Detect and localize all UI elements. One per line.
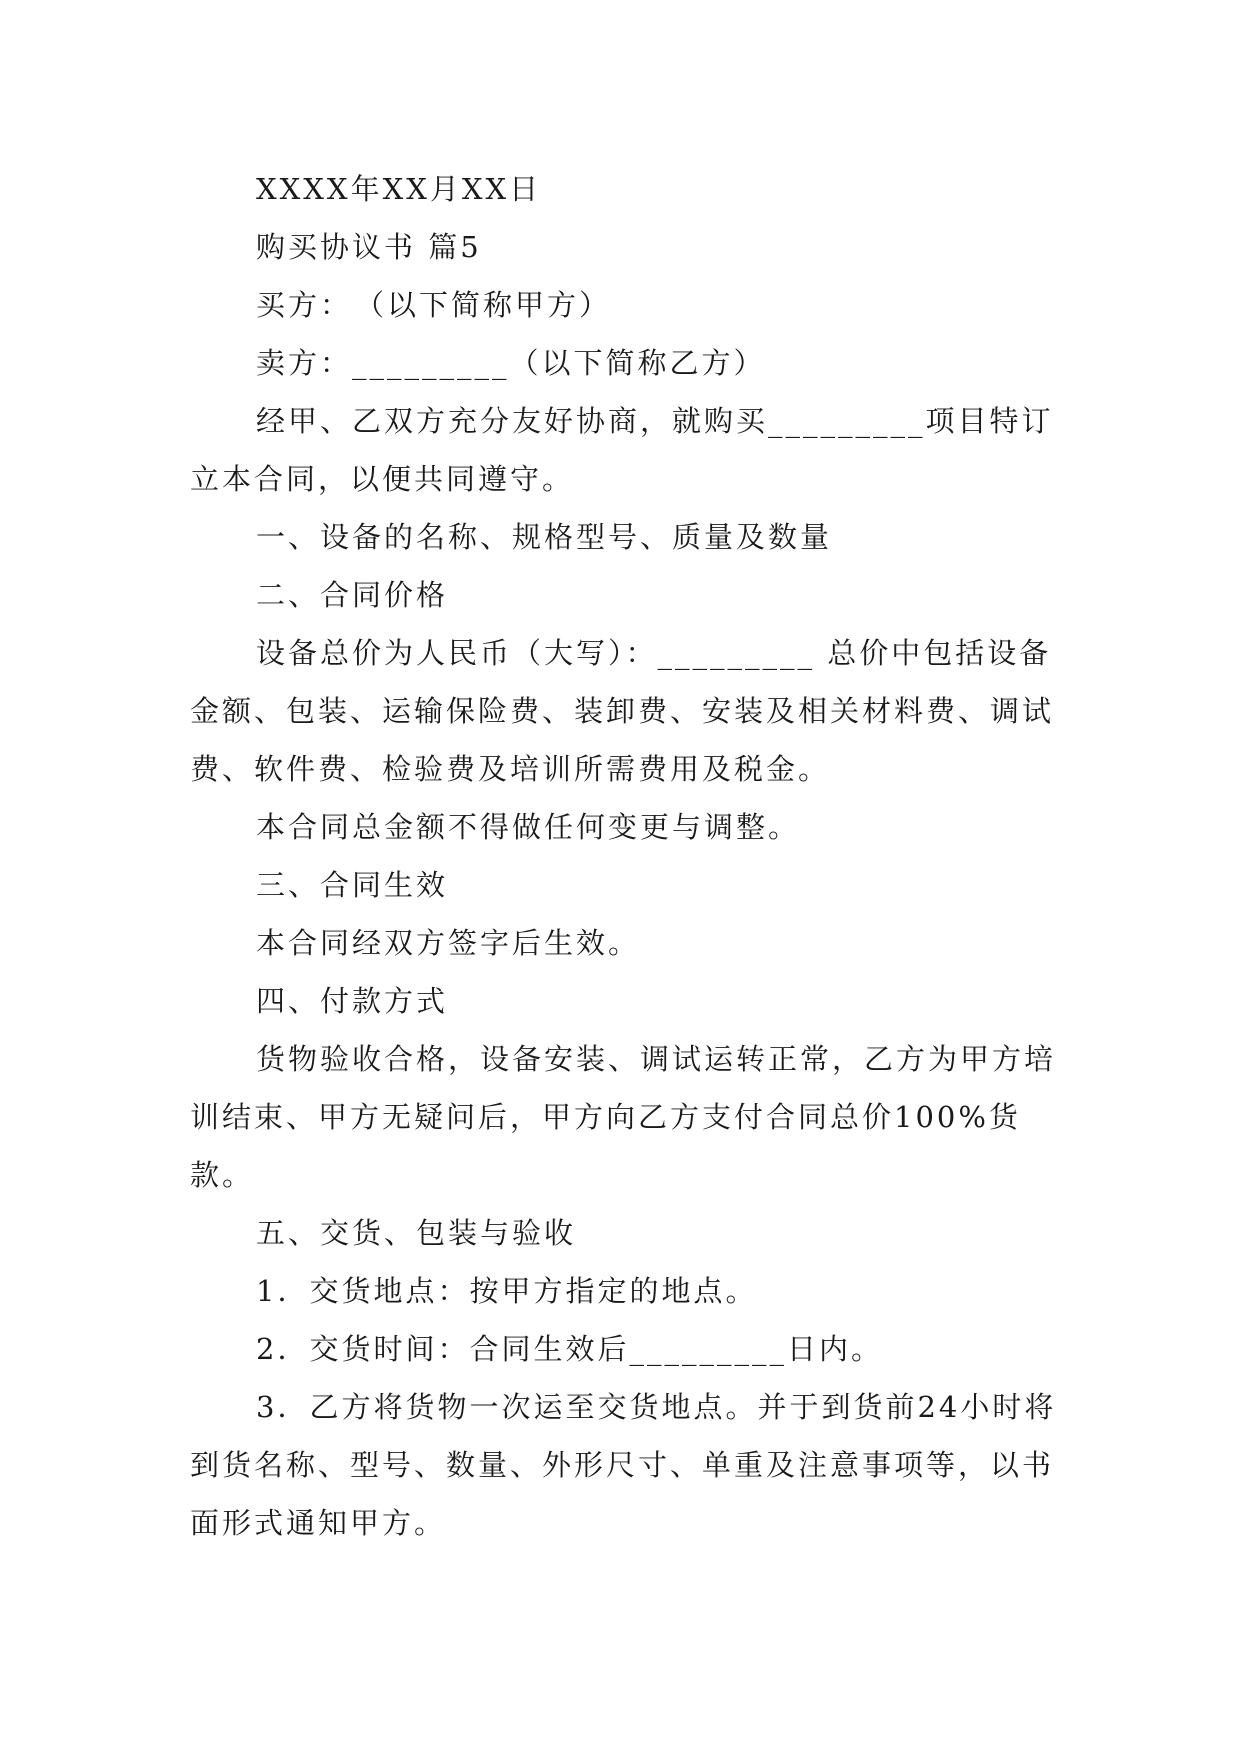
buyer-line: 买方： （以下简称甲方）	[256, 288, 612, 322]
delivery-notice-item: 3．乙方将货物一次运至交货地点。并于到货前24小时将到货名称、型号、数量、外形尺寸、单重及注意事项等，以书面形式通知甲方。	[190, 1390, 1057, 1540]
payment-paragraph: 货物验收合格，设备安装、调试运转正常，乙方为甲方培训结束、甲方无疑问后，甲方向乙方支付合同总价100%货款。	[190, 1042, 1057, 1192]
section-heading-2: 二、合同价格	[256, 578, 449, 612]
no-change-paragraph: 本合同总金额不得做任何变更与调整。	[256, 810, 801, 844]
date-line: XXXX年XX月XX日	[256, 172, 542, 206]
section-heading-5: 五、交货、包装与验收	[256, 1216, 577, 1250]
section-heading-1: 一、设备的名称、规格型号、质量及数量	[256, 520, 833, 554]
document-title: 购买协议书 篇5	[256, 230, 482, 264]
preamble-paragraph: 经甲、乙双方充分友好协商，就购买_________项目特订立本合同，以便共同遵守。	[190, 404, 1054, 496]
section-heading-3: 三、合同生效	[256, 868, 449, 902]
delivery-place-item: 1．交货地点：按甲方指定的地点。	[256, 1274, 758, 1308]
price-paragraph: 设备总价为人民币（大写）：_________ 总价中包括设备金额、包装、运输保险费、装卸费、安装及相关材料费、调试费、软件费、检验费及培训所需费用及税金。	[190, 636, 1055, 786]
document-body	[190, 160, 1070, 1552]
delivery-time-item: 2．交货时间：合同生效后_________日内。	[256, 1332, 883, 1366]
effect-paragraph: 本合同经双方签字后生效。	[256, 926, 641, 960]
section-heading-4: 四、付款方式	[256, 984, 449, 1018]
seller-line: 卖方：_________（以下简称乙方）	[256, 346, 766, 380]
